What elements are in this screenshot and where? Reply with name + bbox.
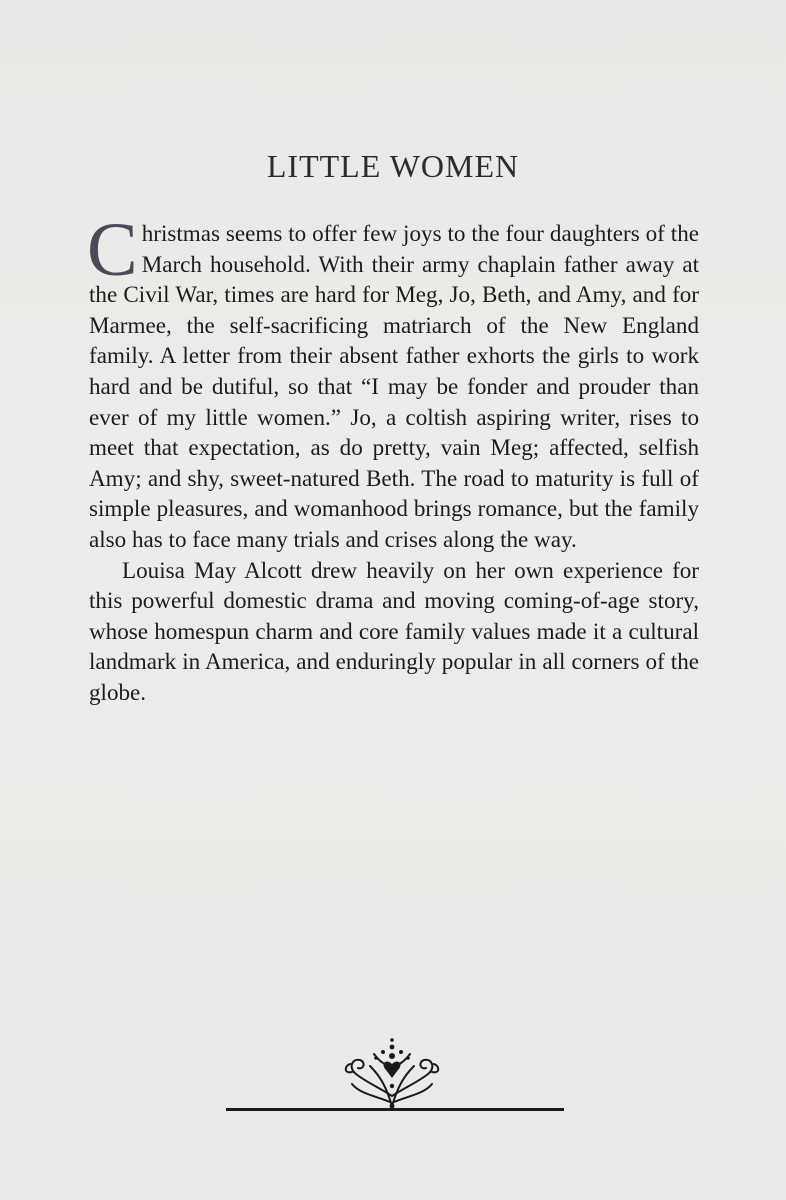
synopsis-paragraph-1 — [87, 208, 699, 555]
page-title: LITTLE WOMEN — [266, 148, 520, 184]
bottom-rule — [226, 1108, 564, 1111]
fleuron-ornament-icon — [340, 1036, 444, 1110]
synopsis-paragraph-2: Louisa May Alcott drew heavily on her own experience for this powerful domestic drama and moving coming-of-age story, whose homespun charm and core family values made it a cultural landmark in America, and enduringly popular in all corners of the globe. — [89, 556, 699, 705]
synopsis — [87, 208, 699, 708]
drop-cap: C — [87, 208, 138, 292]
paragraph-1-text: hristmas seems to offer few joys to the four daughters of the March household. With their army chaplain father away at the Civil War, times are hard for Meg, Jo, Beth, and Amy, and for Marmee, the self-sacrificing matriarch of the New England family. A letter from their absent father exhorts the girls to work hard and be dutiful, so that “I may be fonder and prouder than ever of my little women.” Jo, a coltish aspiring writer, rises to meet that expectation, as do pretty, vain Meg; affected, selfish Amy; and shy, sweet-natured Beth. The road to maturity is full of simple pleasures, and womanhood brings romance, but the family also has to face many trials and crises along the way. — [89, 220, 699, 552]
